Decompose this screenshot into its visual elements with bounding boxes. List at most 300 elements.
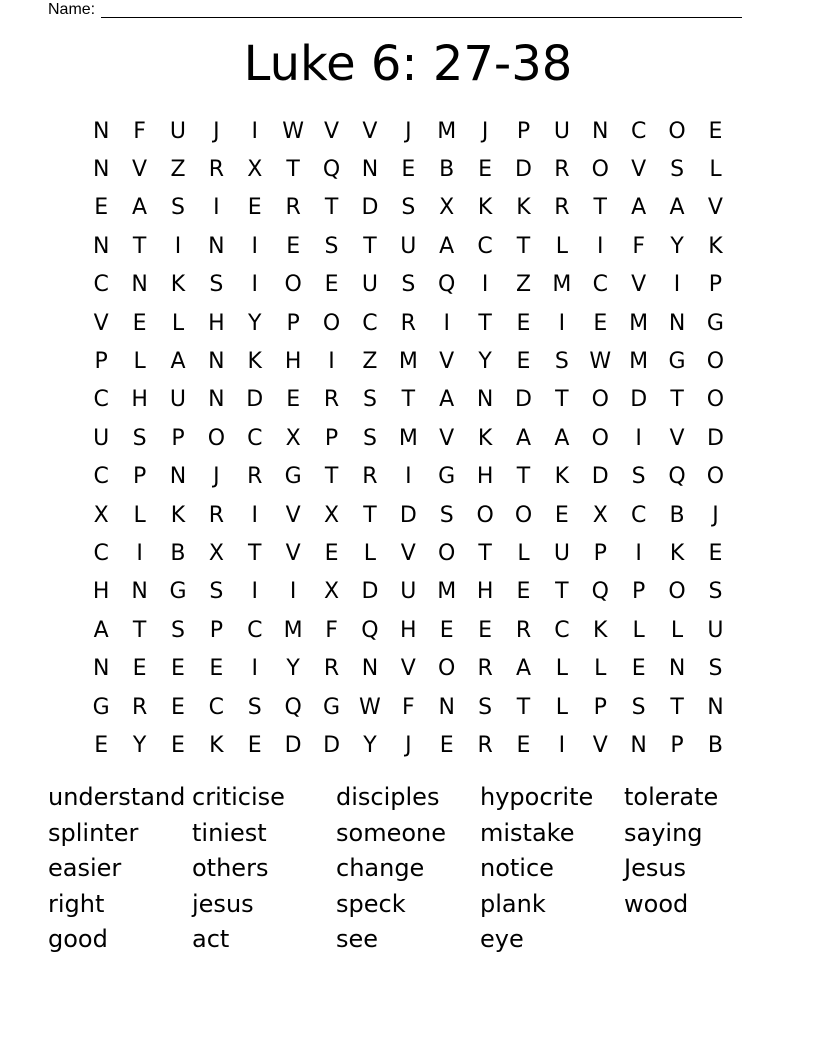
grid-letter: K (209, 732, 224, 758)
grid-letter: L (363, 540, 377, 566)
grid-letter: E (247, 732, 262, 758)
grid-letter: C (247, 425, 263, 451)
grid-letter: N (361, 656, 379, 682)
grid-letter: E (286, 233, 301, 259)
grid-letter: R (285, 195, 301, 221)
grid-letter: Q (438, 272, 456, 298)
word-list-item: good (48, 925, 108, 953)
grid-letter: H (400, 617, 417, 643)
grid-letter: Q (361, 617, 379, 643)
grid-letter: C (477, 233, 493, 259)
grid-letter: G (169, 579, 187, 605)
grid-letter: L (709, 157, 722, 183)
grid-letter: F (133, 118, 146, 144)
grid-letter: O (591, 425, 609, 451)
grid-letter: N (208, 387, 225, 413)
grid-letter: N (92, 233, 110, 259)
grid-letter: O (322, 310, 341, 336)
grid-letter: M (398, 349, 418, 375)
grid-letter: K (708, 233, 723, 259)
grid-letter: P (593, 694, 607, 720)
grid-letter: S (478, 694, 493, 720)
grid-letter: D (399, 502, 417, 528)
grid-letter: G (323, 694, 341, 720)
grid-letter: P (516, 118, 531, 144)
grid-letter: S (439, 502, 454, 528)
grid-letter: I (136, 540, 143, 566)
grid-letter: I (597, 233, 604, 259)
grid-letter: C (554, 617, 570, 643)
grid-letter: T (132, 617, 147, 643)
grid-letter: F (325, 617, 338, 643)
grid-letter: E (708, 118, 723, 144)
grid-letter: X (247, 157, 263, 183)
grid-letter: S (554, 349, 569, 375)
grid-letter: R (323, 656, 340, 682)
grid-letter: I (251, 502, 258, 528)
word-list-item: understand (48, 783, 186, 811)
grid-letter: I (635, 540, 642, 566)
grid-letter: P (286, 310, 300, 336)
grid-letter: K (170, 502, 186, 528)
grid-letter: T (324, 195, 339, 221)
grid-letter: C (208, 694, 225, 720)
grid-letter: I (251, 118, 258, 144)
grid-letter: C (93, 387, 109, 413)
grid-letter: V (669, 425, 685, 451)
grid-letter: T (516, 694, 531, 720)
grid-letter: E (516, 579, 531, 605)
grid-letter: J (405, 732, 412, 758)
grid-letter: K (516, 195, 531, 221)
grid-letter: R (131, 694, 148, 720)
grid-letter: R (208, 157, 225, 183)
grid-letter: D (515, 157, 532, 183)
word-list-item: wood (624, 889, 689, 918)
word-list-item: hypocrite (480, 783, 594, 811)
grid-letter: P (132, 464, 147, 490)
word-list-item: easier (48, 854, 122, 882)
grid-letter: O (706, 464, 725, 490)
grid-letter: E (439, 617, 454, 643)
grid-letter: S (324, 233, 339, 259)
grid-letter: I (405, 464, 412, 490)
grid-letter: H (208, 310, 225, 336)
grid-letter: M (552, 272, 572, 298)
grid-letter: Q (284, 694, 302, 720)
grid-letter: D (630, 387, 648, 413)
grid-letter: S (132, 425, 147, 451)
grid-letter: V (631, 157, 647, 183)
grid-letter: O (591, 387, 609, 413)
grid-letter: N (92, 118, 110, 144)
grid-letter: T (363, 233, 377, 259)
grid-letter: C (362, 310, 378, 336)
grid-letter: R (400, 310, 416, 336)
grid-letter: G (92, 694, 110, 720)
grid-letter: N (208, 233, 225, 259)
word-list-item: change (336, 854, 425, 882)
grid-letter: E (708, 540, 723, 566)
grid-letter: N (208, 349, 225, 375)
grid-letter: A (631, 195, 647, 221)
grid-letter: V (362, 118, 378, 144)
grid-letter: K (593, 617, 608, 643)
grid-letter: R (208, 502, 225, 528)
grid-letter: D (284, 732, 302, 758)
grid-letter: V (439, 349, 455, 375)
grid-letter: A (439, 233, 455, 259)
word-list-item: criticise (192, 783, 285, 811)
grid-letter: N (592, 118, 609, 144)
grid-letter: E (516, 310, 531, 336)
grid-letter: I (481, 272, 489, 298)
grid-letter: K (477, 195, 493, 221)
grid-letter: V (631, 272, 647, 298)
grid-letter: S (708, 656, 723, 682)
grid-letter: H (284, 349, 302, 375)
grid-letter: Z (515, 272, 532, 298)
grid-letter: E (132, 310, 147, 336)
grid-letter: M (437, 118, 457, 144)
grid-letter: Z (170, 157, 186, 183)
grid-letter: H (476, 579, 494, 605)
grid-letter: S (401, 272, 416, 298)
grid-letter: N (92, 157, 110, 183)
grid-letter: V (132, 157, 148, 183)
grid-letter: W (282, 118, 305, 144)
grid-letter: N (131, 579, 148, 605)
grid-letter: O (591, 157, 609, 183)
grid-letter: O (668, 118, 686, 144)
grid-letter: I (289, 579, 297, 605)
grid-letter: X (324, 502, 340, 528)
grid-letter: O (706, 387, 725, 413)
grid-letter: E (631, 656, 646, 682)
grid-letter: E (94, 732, 109, 758)
grid-letter: X (285, 425, 301, 451)
word-list (48, 780, 768, 958)
grid-letter: L (555, 656, 569, 682)
grid-letter: U (361, 272, 378, 298)
grid-letter: M (398, 425, 418, 451)
grid-letter: Z (362, 349, 378, 375)
grid-letter: O (284, 272, 302, 298)
grid-letter: P (632, 579, 646, 605)
grid-letter: R (554, 195, 570, 221)
name-field (48, 0, 742, 18)
grid-letter: V (285, 502, 301, 528)
grid-letter: A (93, 617, 109, 643)
grid-letter: O (207, 425, 226, 451)
grid-letter: Y (286, 656, 300, 682)
grid-letter: D (706, 425, 724, 451)
grid-letter: U (169, 118, 187, 144)
word-list-item: notice (480, 854, 554, 882)
grid-letter: H (131, 387, 148, 413)
grid-letter: E (593, 310, 608, 336)
grid-letter: E (478, 617, 493, 643)
grid-letter: O (514, 502, 533, 528)
grid-letter: T (593, 195, 607, 221)
grid-letter: X (592, 502, 608, 528)
grid-letter: P (324, 425, 339, 451)
grid-letter: S (362, 425, 377, 451)
grid-letter: P (670, 732, 684, 758)
grid-letter: O (706, 349, 725, 375)
grid-letter: I (558, 732, 566, 758)
grid-letter: E (171, 656, 185, 682)
grid-letter: E (554, 502, 569, 528)
grid-letter: W (359, 694, 381, 720)
word-list-item: disciples (336, 783, 440, 811)
grid-letter: P (94, 349, 108, 375)
grid-letter: D (361, 195, 379, 221)
grid-letter: C (592, 272, 608, 298)
name-line (101, 3, 742, 18)
word-list-item: saying (624, 818, 703, 847)
grid-letter: L (670, 617, 684, 643)
grid-letter: A (669, 195, 685, 221)
grid-letter: Y (132, 732, 147, 758)
grid-letter: R (554, 157, 570, 183)
grid-letter: N (131, 272, 148, 298)
grid-letter: P (708, 272, 723, 298)
grid-letter: L (517, 540, 530, 566)
grid-letter: I (213, 195, 220, 221)
grid-letter: S (631, 464, 646, 490)
grid-letter: R (515, 617, 532, 643)
grid-letter: T (516, 464, 531, 490)
grid-letter: I (443, 310, 450, 336)
grid-letter: S (670, 157, 685, 183)
grid-letter: I (328, 349, 335, 375)
grid-letter: T (555, 387, 569, 413)
grid-letter: N (707, 694, 724, 720)
grid-letter: O (438, 540, 456, 566)
grid-letter: K (247, 349, 262, 375)
grid-letter: U (707, 617, 724, 643)
word-list-item: others (192, 854, 269, 882)
grid-letter: J (213, 464, 220, 490)
grid-letter: X (439, 195, 455, 221)
grid-letter: P (593, 540, 607, 566)
grid-letter: T (324, 464, 339, 490)
grid-letter: K (170, 272, 186, 298)
grid-letter: T (478, 540, 492, 566)
grid-letter: K (669, 540, 685, 566)
grid-letter: X (208, 540, 224, 566)
grid-letter: N (668, 656, 686, 682)
grid-letter: N (630, 732, 647, 758)
grid-letter: S (247, 694, 262, 720)
grid-letter: I (251, 233, 258, 259)
grid-letter: U (400, 233, 417, 259)
grid-letter: B (707, 732, 723, 758)
grid-letter: T (478, 310, 492, 336)
grid-letter: E (171, 694, 185, 720)
grid-letter: Y (670, 233, 684, 259)
grid-letter: P (171, 425, 185, 451)
grid-letter: P (209, 617, 223, 643)
grid-letter: E (324, 272, 339, 298)
grid-letter: T (286, 157, 300, 183)
grid-letter: S (362, 387, 377, 413)
grid-letter: K (477, 425, 493, 451)
grid-letter: S (209, 272, 224, 298)
grid-letter: V (400, 656, 416, 682)
word-list-item: mistake (480, 818, 575, 847)
grid-letter: W (589, 349, 612, 375)
grid-letter: T (401, 387, 416, 413)
grid-letter: T (516, 233, 531, 259)
grid-letter: V (285, 540, 301, 566)
grid-letter: I (635, 425, 642, 451)
word-list-item: see (336, 925, 379, 953)
grid-letter: N (438, 694, 455, 720)
word-list-item: Jesus (624, 854, 687, 882)
grid-letter: D (323, 732, 341, 758)
grid-letter: U (400, 579, 417, 605)
grid-letter: G (668, 349, 686, 375)
grid-letter: N (668, 310, 686, 336)
word-list-item: tiniest (192, 818, 267, 847)
grid-letter: X (324, 579, 340, 605)
word-list-item: jesus (192, 889, 254, 918)
grid-letter: A (170, 349, 186, 375)
grid-letter: I (558, 310, 566, 336)
grid-letter: M (283, 617, 303, 643)
grid-letter: X (93, 502, 109, 528)
grid-letter: R (362, 464, 378, 490)
grid-letter: S (631, 694, 646, 720)
grid-letter: Q (668, 464, 686, 490)
grid-letter: Y (248, 310, 262, 336)
grid-letter: U (553, 118, 570, 144)
grid-letter: E (401, 157, 416, 183)
grid-letter: E (132, 656, 147, 682)
grid-letter: S (170, 617, 185, 643)
grid-letter: G (284, 464, 302, 490)
grid-letter: R (247, 464, 263, 490)
grid-letter: A (515, 656, 532, 682)
grid-letter: L (555, 233, 569, 259)
grid-letter: U (169, 387, 187, 413)
grid-letter: C (247, 617, 263, 643)
grid-letter: V (400, 540, 416, 566)
word-list-item: tolerate (624, 783, 719, 811)
word-list-item: splinter (48, 818, 139, 847)
letter-grid (82, 112, 735, 765)
grid-letter: I (251, 656, 258, 682)
grid-letter: C (630, 502, 647, 528)
grid-letter: J (481, 118, 489, 144)
grid-letter: C (93, 540, 109, 566)
word-list-item: plank (480, 889, 546, 918)
grid-letter: E (286, 387, 301, 413)
grid-letter: Q (591, 579, 609, 605)
grid-letter: I (174, 233, 182, 259)
name-label: Name: (48, 1, 96, 18)
page-title: Luke 6: 27-38 (243, 36, 573, 92)
grid-letter: T (670, 694, 684, 720)
grid-letter: R (477, 656, 493, 682)
grid-letter: M (437, 579, 457, 605)
grid-letter: T (363, 502, 377, 528)
grid-letter: E (516, 349, 531, 375)
grid-letter: S (401, 195, 416, 221)
grid-letter: F (632, 233, 645, 259)
grid-letter: C (630, 118, 647, 144)
grid-letter: E (171, 732, 185, 758)
grid-letter: N (476, 387, 494, 413)
grid-letter: V (592, 732, 608, 758)
grid-letter: S (209, 579, 224, 605)
grid-letter: D (515, 387, 532, 413)
grid-letter: E (247, 195, 262, 221)
grid-letter: V (324, 118, 340, 144)
grid-letter: T (670, 387, 684, 413)
grid-letter: H (476, 464, 494, 490)
grid-letter: L (171, 310, 185, 336)
grid-letter: J (405, 118, 412, 144)
grid-letter: J (712, 502, 719, 528)
grid-letter: A (439, 387, 455, 413)
grid-letter: E (94, 195, 109, 221)
grid-letter: S (170, 195, 185, 221)
grid-letter: B (170, 540, 186, 566)
grid-letter: I (673, 272, 681, 298)
grid-letter: L (133, 502, 146, 528)
grid-letter: C (93, 464, 109, 490)
grid-letter: E (209, 656, 224, 682)
grid-letter: B (439, 157, 455, 183)
grid-letter: M (629, 349, 649, 375)
word-list-item: eye (480, 925, 524, 953)
grid-letter: A (554, 425, 570, 451)
grid-letter: U (553, 540, 570, 566)
grid-letter: V (439, 425, 455, 451)
grid-letter: G (706, 310, 724, 336)
grid-letter: O (668, 579, 686, 605)
grid-letter: I (251, 579, 258, 605)
grid-letter: V (93, 310, 109, 336)
grid-letter: T (132, 233, 147, 259)
grid-letter: Q (322, 157, 341, 183)
grid-letter: L (632, 617, 645, 643)
grid-letter: E (439, 732, 454, 758)
grid-letter: R (477, 732, 493, 758)
grid-letter: L (555, 694, 569, 720)
word-list-item: act (192, 925, 230, 953)
grid-letter: D (246, 387, 264, 413)
grid-letter: V (707, 195, 723, 221)
grid-letter: T (555, 579, 569, 605)
grid-letter: C (93, 272, 109, 298)
grid-letter: N (92, 656, 110, 682)
word-list-item: right (48, 889, 105, 918)
grid-letter: U (93, 425, 110, 451)
grid-letter: N (169, 464, 187, 490)
grid-letter: N (361, 157, 379, 183)
grid-letter: A (515, 425, 532, 451)
grid-letter: L (594, 656, 607, 682)
grid-letter: E (478, 157, 493, 183)
grid-letter: R (323, 387, 340, 413)
grid-letter: M (629, 310, 649, 336)
grid-letter: T (248, 540, 262, 566)
grid-letter: L (133, 349, 146, 375)
